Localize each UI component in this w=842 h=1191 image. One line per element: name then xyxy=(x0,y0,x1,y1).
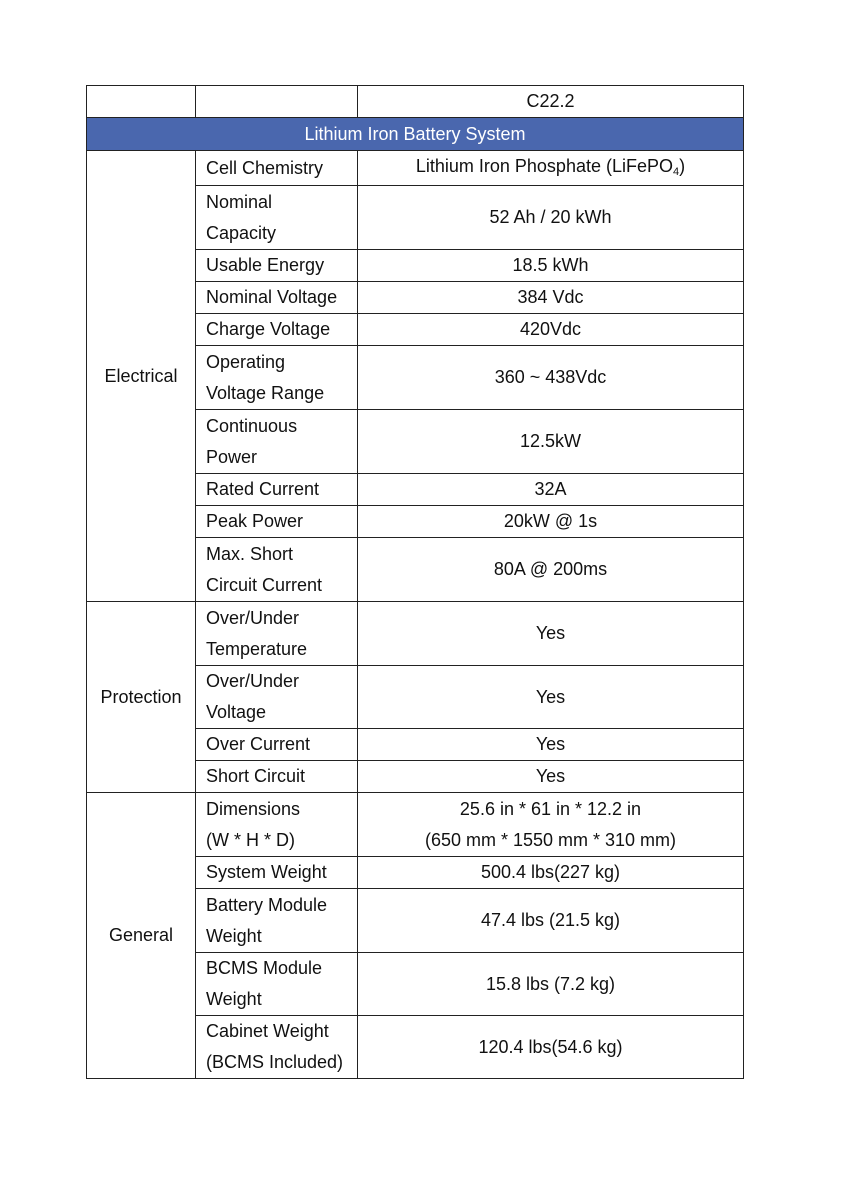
table-row xyxy=(87,793,744,857)
value-dimensions xyxy=(358,793,744,857)
param-usable-energy: Usable Energy xyxy=(196,250,358,282)
value-over-under-voltage: Yes xyxy=(358,666,744,729)
value-nominal-capacity: 52 Ah / 20 kWh xyxy=(358,186,744,250)
param-nominal-capacity-line1: Nominal xyxy=(206,191,273,212)
group-electrical: Electrical xyxy=(87,151,196,602)
value-battery-module-weight: 47.4 lbs (21.5 kg) xyxy=(358,889,744,953)
param-over-under-temperature xyxy=(196,602,358,666)
table-row xyxy=(87,151,744,186)
param-rated-current: Rated Current xyxy=(196,474,358,506)
param-over-under-voltage-line2: Voltage xyxy=(206,702,267,722)
param-dimensions-line2: (W * H * D) xyxy=(206,829,295,850)
value-short-circuit-current: 80A @ 200ms xyxy=(358,538,744,602)
value-system-weight: 500.4 lbs(227 kg) xyxy=(358,857,744,889)
param-short-circuit: Short Circuit xyxy=(196,761,358,793)
param-short-circuit-current-line2: Circuit Current xyxy=(206,574,323,595)
value-cell-chemistry xyxy=(358,151,744,186)
param-charge-voltage: Charge Voltage xyxy=(196,314,358,346)
param-battery-module-weight-line2: Weight xyxy=(206,925,262,946)
param-over-under-temperature-line1: Over/Under xyxy=(206,607,300,628)
value-usable-energy: 18.5 kWh xyxy=(358,250,744,282)
param-bcms-module-weight xyxy=(196,953,358,1016)
param-nominal-voltage: Nominal Voltage xyxy=(196,282,358,314)
value-rated-current: 32A xyxy=(358,474,744,506)
param-operating-voltage xyxy=(196,346,358,410)
table-title: Lithium Iron Battery System xyxy=(87,118,744,151)
param-bcms-module-weight-line2: Weight xyxy=(206,989,262,1009)
param-battery-module-weight-line1: Battery Module xyxy=(206,894,328,915)
param-cabinet-weight-line2: (BCMS Included) xyxy=(206,1052,344,1072)
spec-table xyxy=(86,85,744,1079)
param-bcms-module-weight-line1: BCMS Module xyxy=(206,958,323,978)
param-continuous-power-line1: Continuous xyxy=(206,415,298,436)
param-operating-voltage-line2: Voltage Range xyxy=(206,382,325,403)
table-row xyxy=(87,602,744,666)
title-row xyxy=(87,118,744,151)
param-continuous-power-line2: Power xyxy=(206,446,258,467)
param-dimensions xyxy=(196,793,358,857)
value-continuous-power: 12.5kW xyxy=(358,410,744,474)
value-bcms-module-weight: 15.8 lbs (7.2 kg) xyxy=(358,953,744,1016)
value-short-circuit: Yes xyxy=(358,761,744,793)
value-charge-voltage: 420Vdc xyxy=(358,314,744,346)
group-protection: Protection xyxy=(87,602,196,793)
param-operating-voltage-line1: Operating xyxy=(206,351,286,372)
value-cell-chemistry-subscript: 4 xyxy=(673,166,680,178)
param-short-circuit-current-line1: Max. Short xyxy=(206,543,294,564)
value-nominal-voltage: 384 Vdc xyxy=(358,282,744,314)
param-over-under-temperature-line2: Temperature xyxy=(206,638,308,659)
param-peak-power: Peak Power xyxy=(196,506,358,538)
header-cell-1 xyxy=(87,86,196,118)
param-continuous-power xyxy=(196,410,358,474)
table-header-row xyxy=(87,86,744,118)
value-dimensions-imperial: 25.6 in * 61 in * 12.2 in xyxy=(459,798,642,819)
header-cell-standard: C22.2 xyxy=(358,86,744,118)
header-cell-2 xyxy=(196,86,358,118)
param-cabinet-weight xyxy=(196,1016,358,1079)
value-over-current: Yes xyxy=(358,729,744,761)
param-cell-chemistry: Cell Chemistry xyxy=(196,151,358,186)
value-over-under-temperature: Yes xyxy=(358,602,744,666)
value-cabinet-weight: 120.4 lbs(54.6 kg) xyxy=(358,1016,744,1079)
param-short-circuit-current xyxy=(196,538,358,602)
param-battery-module-weight xyxy=(196,889,358,953)
value-peak-power: 20kW @ 1s xyxy=(358,506,744,538)
param-system-weight: System Weight xyxy=(196,857,358,889)
param-cabinet-weight-line1: Cabinet Weight xyxy=(206,1021,329,1041)
value-cell-chemistry-main: Lithium Iron Phosphate (LiFePO xyxy=(415,156,673,176)
param-nominal-capacity-line2: Capacity xyxy=(206,222,277,243)
value-operating-voltage: 360 ~ 438Vdc xyxy=(358,346,744,410)
param-over-current: Over Current xyxy=(196,729,358,761)
param-dimensions-line1: Dimensions xyxy=(206,798,301,819)
param-over-under-voltage xyxy=(196,666,358,729)
param-nominal-capacity xyxy=(196,186,358,250)
group-general: General xyxy=(87,793,196,1079)
param-over-under-voltage-line1: Over/Under xyxy=(206,671,300,691)
value-dimensions-metric: (650 mm * 1550 mm * 310 mm) xyxy=(424,829,677,850)
value-cell-chemistry-end: ) xyxy=(679,156,686,176)
